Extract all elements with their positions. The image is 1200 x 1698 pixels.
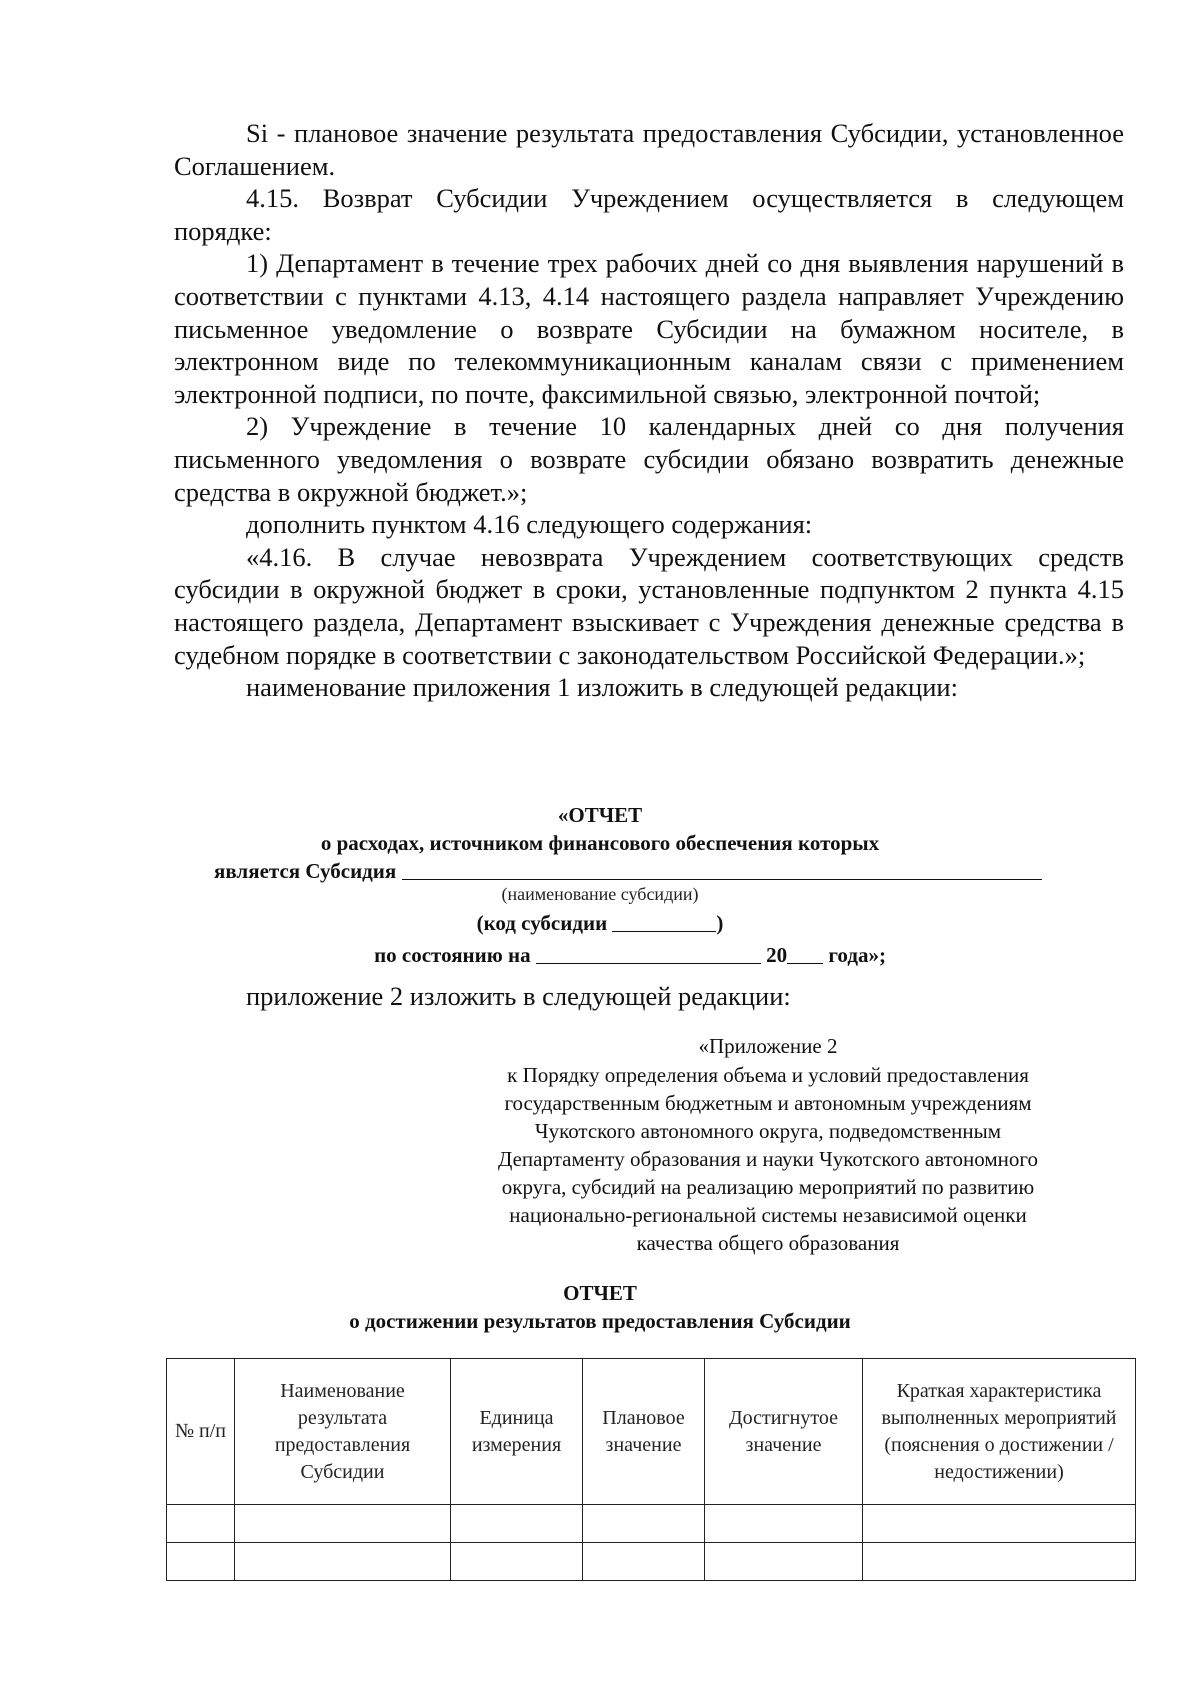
table-header-row: [167, 1359, 1136, 1505]
subsidy-code-blank: [612, 909, 716, 932]
annex-line: Чукотского автономного округа, подведомственным: [534, 1119, 1002, 1143]
table-cell: [235, 1543, 451, 1581]
body-text: [174, 117, 1124, 704]
results-table: [166, 1358, 1136, 1581]
report2-subtitle: о достижении результатов предоставления Субсидии: [349, 1309, 851, 1333]
report1-date-line: [30, 940, 1200, 970]
table-cell: [167, 1543, 235, 1581]
annex-line: к Порядку определения объема и условий предоставления: [507, 1063, 1029, 1087]
header-number: № п/п: [167, 1359, 235, 1505]
annex-heading: «Приложение 2: [698, 1034, 838, 1058]
paragraph-add-4-16: дополнить пунктом 4.16 следующего содержания:: [246, 509, 813, 540]
report1-title: «ОТЧЕТ: [557, 803, 643, 827]
table-cell: [863, 1505, 1136, 1543]
paragraph-si-definition: Si - плановое значение результата предоставления Субсидии, установленное Соглашением.: [174, 118, 1124, 181]
annex-line: округа, субсидий на реализацию мероприятий по развитию: [501, 1175, 1035, 1199]
report1-code-open: (код субсидии: [476, 911, 608, 935]
paragraph-4-16: «4.16. В случае невозврата Учреждением соответствующих средств субсидии в окружной бюджет в сроки, установленные подпунктом 2 пункта 4.15 настоящего раздела, Департамент взыскивает с Учреждения денежные средства в судебном порядке в соответствии с законодательством Российской Федерации.»;: [174, 541, 1124, 670]
header-achieved-value: Достигнутое значение: [705, 1359, 863, 1505]
paragraph-annex1-name: наименование приложения 1 изложить в следующей редакции:: [246, 672, 958, 703]
header-unit: Единица измерения: [451, 1359, 583, 1505]
annex-line: государственным бюджетным и автономным учреждениям: [504, 1091, 1032, 1115]
annex-line: Департаменту образования и науки Чукотского автономного: [498, 1147, 1038, 1171]
report1-year-suffix: года»;: [828, 943, 886, 967]
table-cell: [705, 1543, 863, 1581]
table-cell: [167, 1505, 235, 1543]
paragraph-4-15: 4.15. Возврат Субсидии Учреждением осуществляется в следующем порядке:: [174, 183, 1124, 246]
report2-title: ОТЧЕТ: [563, 1281, 637, 1305]
report1-code-line: [0, 908, 1200, 938]
table-cell: [863, 1543, 1136, 1581]
header-description: Краткая характеристика выполненных мероприятий (пояснения о достижении / недостижении): [863, 1359, 1136, 1505]
table-cell: [451, 1543, 583, 1581]
report1-subsidy-line: [214, 856, 1042, 886]
paragraph-4-15-1: 1) Департамент в течение трех рабочих дней со дня выявления нарушений в соответствии с пунктами 4.13, 4.14 настоящего раздела направляет Учреждению письменное уведомление о возврате Субсидии на бумажном носителе, в электронном виде по телекоммуникационным каналам связи с применением электронной подписи, по почте, факсимильной связью, электронной почтой;: [174, 248, 1124, 409]
report1-subtitle: о расходах, источником финансового обеспечения которых: [320, 831, 880, 855]
table-cell: [583, 1543, 705, 1581]
report1-year-prefix: 20: [766, 943, 788, 967]
annex-line: национально-региональной системы независимой оценки: [509, 1203, 1027, 1227]
table-cell: [451, 1505, 583, 1543]
annex-intro: приложение 2 изложить в следующей редакции:: [246, 981, 791, 1011]
subsidy-name-note: (наименование субсидии): [501, 884, 699, 904]
date-blank: [536, 941, 761, 964]
table-cell: [583, 1505, 705, 1543]
year-blank: [787, 941, 823, 964]
paragraph-4-15-2: 2) Учреждение в течение 10 календарных дней со дня получения письменного уведомления о возврате субсидии обязано возвратить денежные средства в окружной бюджет.»;: [174, 411, 1124, 507]
table-cell: [705, 1505, 863, 1543]
report1-code-close: ): [716, 911, 724, 935]
header-planned-value: Плановое значение: [583, 1359, 705, 1505]
table-row: [167, 1505, 1136, 1543]
annex-line: качества общего образования: [636, 1231, 900, 1255]
header-result-name: Наименование результата предоставления Субсидии: [235, 1359, 451, 1505]
table-cell: [235, 1505, 451, 1543]
table-row: [167, 1543, 1136, 1581]
report1-is-subsidy: является Субсидия: [214, 859, 397, 883]
subsidy-name-blank: [402, 857, 1042, 880]
report1-as-of: по состоянию на: [374, 943, 531, 967]
